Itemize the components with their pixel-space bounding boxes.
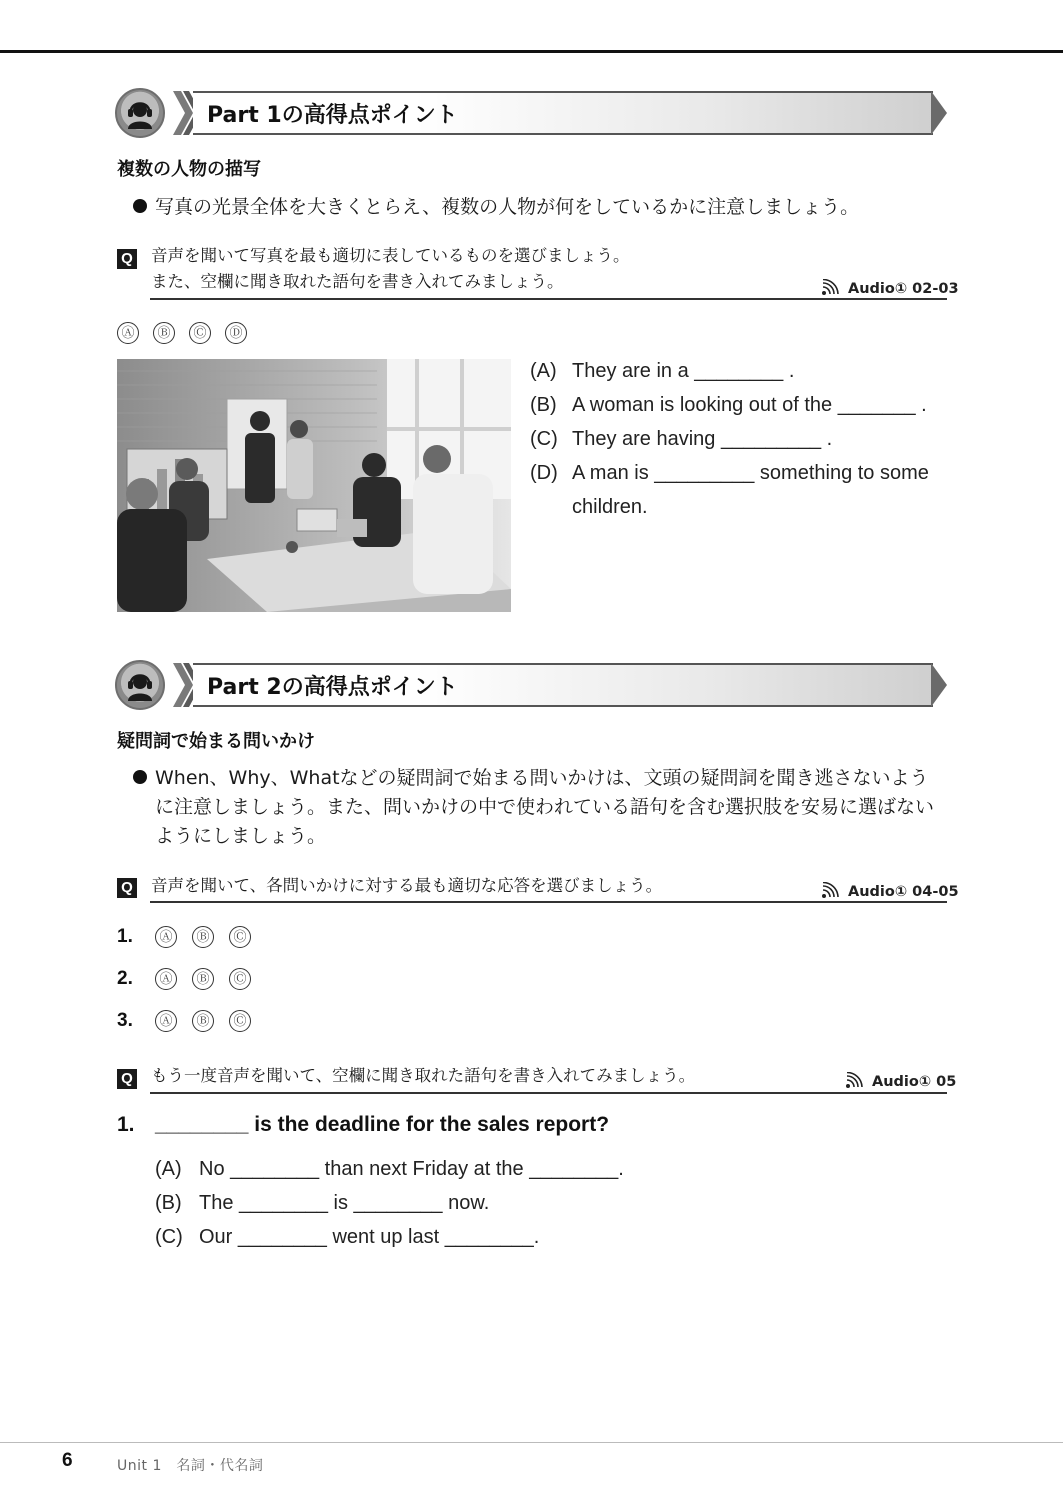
q-underline xyxy=(150,1092,947,1094)
part2-q2-text: もう一度音声を聞いて、空欄に聞き取れた語句を書き入れてみましょう。 xyxy=(151,1066,696,1085)
answer-a: (A) No ________ than next Friday at the ________. xyxy=(155,1158,624,1180)
audio-label: Audio① 04-05 xyxy=(822,882,959,900)
option-c[interactable]: Ⓒ xyxy=(189,322,211,344)
bullet-icon xyxy=(133,199,147,213)
part1-title: Part 1の高得点ポイント xyxy=(207,103,458,128)
part2-q1-text: 音声を聞いて、各問いかけに対する最も適切な応答を選びましょう。 xyxy=(151,876,663,895)
bullet-icon xyxy=(133,770,147,784)
answer-row-3: 3. Ⓐ Ⓑ Ⓒ xyxy=(117,1010,266,1032)
footer-rule xyxy=(0,1442,1063,1443)
q-marker: Q xyxy=(117,1069,137,1089)
top-rule xyxy=(0,50,1063,53)
meeting-photo xyxy=(117,359,511,612)
part2-subhead: 疑問詞で始まる問いかけ xyxy=(117,731,315,752)
option-c[interactable]: Ⓒ xyxy=(229,1010,251,1032)
headset-icon xyxy=(115,88,165,138)
option-b[interactable]: Ⓑ xyxy=(192,926,214,948)
q-underline xyxy=(150,901,947,903)
unit-label: Unit 1 名詞・代名詞 xyxy=(117,1458,264,1474)
q-marker: Q xyxy=(117,878,137,898)
answer-b: (B) The ________ is ________ now. xyxy=(155,1192,490,1214)
headset-icon xyxy=(115,660,165,710)
choice-d: (D) A man is _________ something to some children. xyxy=(530,462,929,518)
audio-icon xyxy=(846,1072,868,1088)
part2-bullet-dot xyxy=(133,764,155,793)
audio-icon xyxy=(822,279,844,295)
answer-row-2: 2. Ⓐ Ⓑ Ⓒ xyxy=(117,968,266,990)
option-b[interactable]: Ⓑ xyxy=(192,968,214,990)
choice-b: (B) A woman is looking out of the _______ . xyxy=(530,394,927,416)
part1-subhead: 複数の人物の描写 xyxy=(117,159,261,180)
part1-q-line1: 音声を聞いて写真を最も適切に表しているものを選びましょう。 xyxy=(151,246,630,265)
part1-bullet: 写真の光景全体を大きくとらえ、複数の人物が何をしているかに注意しましょう。 xyxy=(133,193,859,222)
option-a[interactable]: Ⓐ xyxy=(155,1010,177,1032)
answer-c: (C) Our ________ went up last ________. xyxy=(155,1226,540,1248)
option-c[interactable]: Ⓒ xyxy=(229,926,251,948)
part2-bullet: When、Why、Whatなどの疑問詞で始まる問いかけは、文頭の疑問詞を聞き逃さないように注意しましょう。また、問いかけの中で使われている語句を含む選択肢を安易に選ばないようにしましょう。 xyxy=(155,767,935,847)
choice-a: (A) They are in a ________ . xyxy=(530,360,795,382)
option-b[interactable]: Ⓑ xyxy=(153,322,175,344)
part1-banner xyxy=(115,88,947,138)
option-d[interactable]: Ⓓ xyxy=(225,322,247,344)
arrow-icon xyxy=(931,91,947,135)
page-number: 6 xyxy=(62,1450,73,1471)
q-underline xyxy=(150,298,947,300)
option-a[interactable]: Ⓐ xyxy=(117,322,139,344)
option-a[interactable]: Ⓐ xyxy=(155,968,177,990)
choice-c: (C) They are having _________ . xyxy=(530,428,833,450)
part1-choices xyxy=(530,354,950,524)
answer-row-1: 1. Ⓐ Ⓑ Ⓒ xyxy=(117,926,266,948)
option-b[interactable]: Ⓑ xyxy=(192,1010,214,1032)
audio-label: Audio① 05 xyxy=(846,1072,956,1090)
part2-title: Part 2の高得点ポイント xyxy=(207,675,458,700)
q-marker: Q xyxy=(117,249,137,269)
option-a[interactable]: Ⓐ xyxy=(155,926,177,948)
item-question: 1. ________ is the deadline for the sales report? xyxy=(117,1113,610,1136)
part1-answer-options xyxy=(117,322,261,344)
audio-label: Audio① 02-03 xyxy=(822,279,959,297)
part2-banner xyxy=(115,660,947,710)
arrow-icon xyxy=(931,663,947,707)
part1-q-line2: また、空欄に聞き取れた語句を書き入れてみましょう。 xyxy=(151,272,564,291)
audio-icon xyxy=(822,882,844,898)
option-c[interactable]: Ⓒ xyxy=(229,968,251,990)
